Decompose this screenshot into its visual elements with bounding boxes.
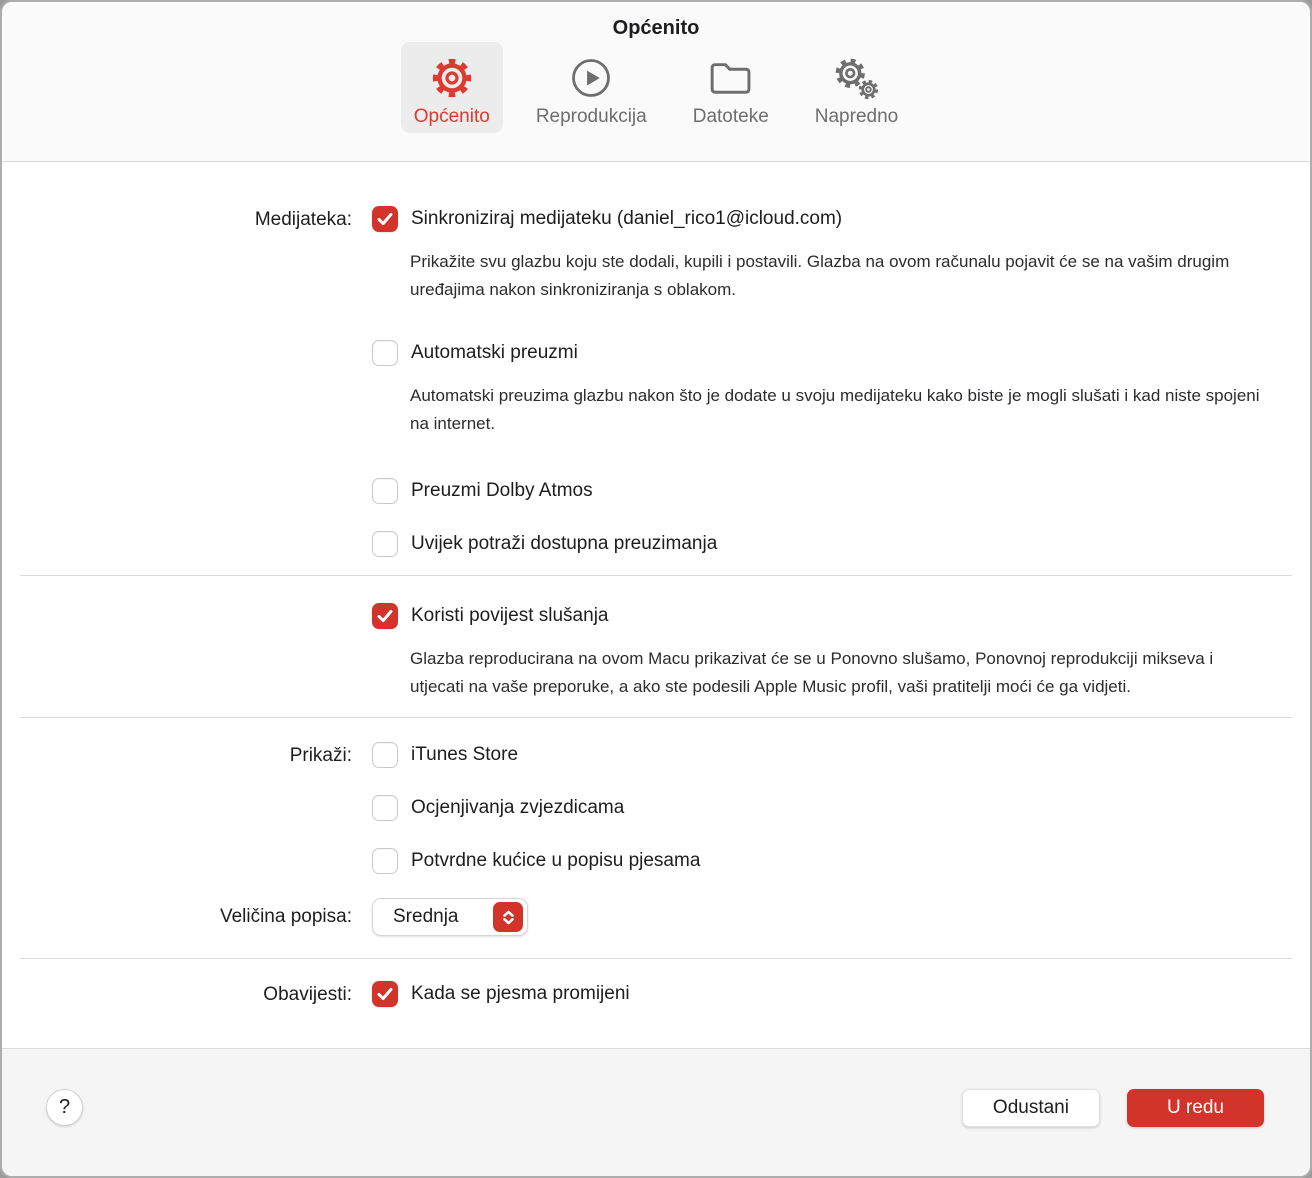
star-ratings-checkbox[interactable] xyxy=(372,795,398,821)
row-listening-history-description xyxy=(2,629,1310,701)
folder-icon xyxy=(708,51,754,105)
song-change-checkbox[interactable] xyxy=(372,981,398,1007)
auto-download-description: Automatski preuzima glazbu nakon što je dodate u svoju medijateku kako biste je mogli slušati i kad niste spojeni na internet. xyxy=(410,386,1260,433)
row-song-checkboxes xyxy=(2,848,1310,874)
checkmark-icon xyxy=(373,981,397,1007)
tab-files[interactable] xyxy=(680,42,782,133)
checkmark-icon xyxy=(373,206,397,232)
auto-download-checkbox[interactable] xyxy=(372,340,398,366)
star-ratings-label[interactable]: Ocjenjivanja zvjezdicama xyxy=(411,797,625,818)
row-list-size xyxy=(2,898,1310,936)
row-itunes-store xyxy=(2,742,1310,768)
row-auto-download-description xyxy=(2,366,1310,438)
footer-bar xyxy=(2,1048,1310,1176)
list-size-value: Srednja xyxy=(393,906,459,927)
row-listening-history xyxy=(2,603,1310,629)
row-star-ratings xyxy=(2,795,1310,821)
sync-library-description: Prikažite svu glazbu koju ste dodali, kupili i postavili. Glazba na ovom računalu pojavit će se na vašim drugim uređajima nakon sinkroniziranja s oblakom. xyxy=(410,252,1230,299)
sync-library-checkbox[interactable] xyxy=(372,206,398,232)
sync-library-label[interactable]: Sinkroniziraj medijateku (daniel_rico1@icloud.com) xyxy=(411,208,843,229)
tab-bar xyxy=(2,42,1310,133)
tab-advanced-label: Napredno xyxy=(814,106,899,127)
row-dolby-atmos xyxy=(2,478,1310,504)
row-sync-description xyxy=(2,232,1310,304)
tab-files-label: Datoteke xyxy=(692,106,769,127)
play-circle-icon xyxy=(570,51,612,105)
checkmark-icon xyxy=(373,603,397,629)
section-divider xyxy=(20,575,1292,576)
window-title: Općenito xyxy=(612,17,700,39)
toolbar xyxy=(2,2,1310,162)
song-change-label[interactable]: Kada se pjesma promijeni xyxy=(411,983,630,1004)
show-section-label: Prikaži: xyxy=(289,745,352,766)
section-divider xyxy=(20,717,1292,718)
check-downloads-checkbox[interactable] xyxy=(372,531,398,557)
dolby-atmos-label[interactable]: Preuzmi Dolby Atmos xyxy=(411,480,593,501)
list-size-label: Veličina popisa: xyxy=(219,906,352,927)
ok-button[interactable]: U redu xyxy=(1127,1089,1264,1127)
chevron-up-down-icon xyxy=(493,902,523,932)
tab-playback[interactable] xyxy=(523,42,660,133)
row-notifications xyxy=(2,981,1310,1007)
itunes-store-checkbox[interactable] xyxy=(372,742,398,768)
notifications-section-label: Obavijesti: xyxy=(263,984,352,1005)
auto-download-label[interactable]: Automatski preuzmi xyxy=(411,342,578,363)
cancel-button[interactable]: Odustani xyxy=(962,1089,1100,1127)
listening-history-description: Glazba reproducirana na ovom Macu prikazivat će se u Ponovno slušamo, Ponovnoj reprodukciji mikseva i utjecati na vaše preporuke, a ako ste podesili Apple Music profil, vaši pratitelji moći će ga vidjeti. xyxy=(410,649,1214,696)
tab-advanced[interactable] xyxy=(802,42,911,133)
listening-history-label[interactable]: Koristi povijest slušanja xyxy=(411,605,609,626)
double-gear-icon xyxy=(831,51,881,105)
song-checkboxes-label[interactable]: Potvrdne kućice u popisu pjesama xyxy=(411,850,701,871)
list-size-select[interactable] xyxy=(372,898,528,936)
row-sync-library xyxy=(2,206,1310,232)
help-button[interactable] xyxy=(46,1089,83,1126)
tab-playback-label: Reprodukcija xyxy=(535,106,647,127)
check-downloads-label[interactable]: Uvijek potraži dostupna preuzimanja xyxy=(411,533,718,554)
gear-icon xyxy=(429,51,475,105)
song-checkboxes-checkbox[interactable] xyxy=(372,848,398,874)
help-button-label: ? xyxy=(58,1096,71,1118)
general-pane xyxy=(2,162,1310,1048)
section-divider xyxy=(20,958,1292,959)
itunes-store-label[interactable]: iTunes Store xyxy=(411,744,519,765)
tab-general[interactable] xyxy=(401,42,503,133)
row-auto-download xyxy=(2,340,1310,366)
row-check-downloads xyxy=(2,531,1310,557)
dolby-atmos-checkbox[interactable] xyxy=(372,478,398,504)
tab-general-label: Općenito xyxy=(413,106,490,127)
listening-history-checkbox[interactable] xyxy=(372,603,398,629)
library-section-label: Medijateka: xyxy=(254,209,352,230)
